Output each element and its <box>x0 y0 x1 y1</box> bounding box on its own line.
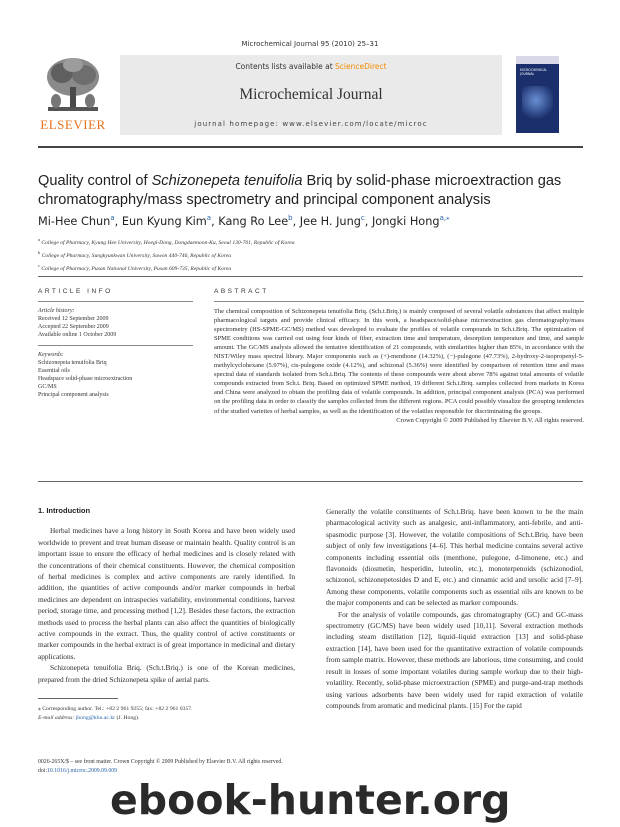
affiliation-marker: c <box>38 262 40 268</box>
affiliation-item <box>38 261 588 274</box>
corresponding-line: ⁎ Corresponding author. Tel.: +82 2 961 9255; fax: +82 2 961 0357. <box>38 706 193 712</box>
affiliation-text: College of Pharmacy, Pusan National University, Pusan 609-735, Republic of Korea <box>41 265 232 272</box>
abstract-panel <box>214 288 584 425</box>
journal-title: Microchemical Journal <box>239 86 383 103</box>
author-list <box>38 214 588 228</box>
journal-homepage[interactable]: journal homepage: www.elsevier.com/locate/microc <box>194 120 428 128</box>
author-separator: , <box>292 214 300 228</box>
article-info-panel <box>38 288 193 399</box>
keyword-item: Principal component analysis <box>38 392 109 398</box>
email-label: E-mail address: <box>38 714 76 721</box>
title-pre: Quality control of <box>38 173 152 189</box>
keyword-item: GC/MS <box>38 384 57 390</box>
body-paragraph: For the analysis of volatile compounds, gas chromatography (GC) and GC-mass spectrometry (GC/MS) have been widely used [10,11]. Several extraction methods including steam distillation [12], liquid–liquid extraction [13] and solid-phase extraction [14], have been used for the quantitative extraction of volatile compounds from sample matrix. However, these methods are laborious, time consuming, and could result in losses of some important volatiles during sample workup due to their high-volatility. Recently, solid-phase microextraction (SPME) and purge-and-trap methods using various adsorbents have been widely used for rapid extraction of volatile compounds from aromatic and medicinal plants. [15] For the rapid <box>326 609 583 710</box>
author-affiliation-marker[interactable]: c <box>360 214 365 222</box>
issn-line: 0026-265X/$ – see front matter. Crown Copyright © 2009 Published by Elsevier B.V. All rights reserved. <box>38 759 283 765</box>
sciencedirect-link[interactable]: ScienceDirect <box>335 62 387 71</box>
author-name[interactable]: Eun Kyung Kim <box>121 214 207 228</box>
author-name[interactable]: Jee H. Jung <box>299 214 361 228</box>
journal-cover-thumbnail[interactable] <box>516 56 559 133</box>
title-post: Briq by solid-phase microextraction gas chromatography/mass spectrometry and principal component analysis <box>38 173 562 208</box>
keywords-label: Keywords: <box>38 352 64 358</box>
author-name[interactable]: Kang Ro Lee <box>218 214 289 228</box>
contents-prefix: Contents lists available at <box>235 62 336 71</box>
affiliation-item <box>38 248 588 261</box>
abstract-heading: ABSTRACT <box>214 288 584 302</box>
keyword-item: Schizonepeta tenuifolia Briq <box>38 360 107 366</box>
affiliation-text: College of Pharmacy, Sungkyunkwan University, Suwon 440-746, Republic of Korea <box>41 252 231 259</box>
author-affiliation-marker[interactable]: b <box>288 214 293 222</box>
body-paragraph: Herbal medicines have a long history in South Korea and have been widely used worldwide to prevent and treat human disease or maintain health. Quality control is an important issue to ensure the efficacy of herbal medicines and is closely related with the concentrations of their chemical constituents. However, the chemical composition of herbal medicines is complex and active components are rarely identified. In addition, the quantities of active compounds and/or marker compounds in herbal medicines are dependent on intraspecies variability, environmental conditions, harvest period, storage time, and processing method [1,2]. Besides these factors, the extraction methods used to process the herbal plants can also affect the quantities of biologically active compounds in the extract. Thus, the quality control of active constituents or marker compounds in the herbal extract is of great importance in medicinal and dietary applications. <box>38 526 295 661</box>
history-label: Article history: <box>38 308 75 314</box>
elsevier-logo[interactable] <box>38 55 108 135</box>
history-accepted: Accepted 22 September 2009 <box>38 324 109 330</box>
author-affiliation-marker[interactable]: a <box>110 214 115 222</box>
author-separator: , <box>211 214 219 228</box>
abstract-divider <box>38 481 583 482</box>
body-column-right <box>326 506 583 711</box>
article-history <box>38 307 193 339</box>
body-column-left <box>38 505 295 685</box>
history-online: Available online 1 October 2009 <box>38 332 117 338</box>
corresponding-author-footnote <box>38 698 295 722</box>
author-affiliation-marker[interactable]: a,⁎ <box>439 214 450 222</box>
body-paragraph: Schizonepeta tenuifolia Briq. (Sch.t.Briq.) is one of the Korean medicines, prepared from the dried Schizonepeta spike of aerial parts. <box>38 663 295 684</box>
author-affiliation-marker[interactable]: a <box>206 214 212 222</box>
email-line <box>38 714 295 723</box>
keyword-item: Essential oils <box>38 368 70 374</box>
cover-title: MICROCHEMICAL JOURNAL <box>520 68 548 76</box>
author-name[interactable]: Mi-Hee Chun <box>38 214 111 228</box>
doi-link[interactable]: 10.1016/j.microc.2009.09.009 <box>47 767 118 774</box>
affiliation-marker: a <box>38 237 40 242</box>
keywords <box>38 351 193 399</box>
doi-line <box>38 767 438 776</box>
watermark: ebook-hunter.org <box>110 776 511 824</box>
author-separator: , <box>364 214 372 228</box>
keywords-divider <box>38 345 193 346</box>
affiliation-item <box>38 235 588 248</box>
elsevier-wordmark: ELSEVIER <box>40 117 106 132</box>
email-link[interactable]: jhong@khu.ac.kr <box>75 714 116 721</box>
journal-masthead <box>38 55 583 138</box>
section-heading: 1. Introduction <box>38 506 91 515</box>
title-species: Schizonepeta tenuifolia <box>151 173 303 189</box>
article-info-heading: ARTICLE INFO <box>38 288 193 302</box>
abstract-copyright: Crown Copyright © 2009 Published by Elsevier B.V. All rights reserved. <box>396 416 584 424</box>
article-identifiers <box>38 758 438 775</box>
history-received: Received 12 September 2009 <box>38 316 109 322</box>
keyword-item: Headspace solid-phase microextraction <box>38 376 133 382</box>
journal-reference: Microchemical Journal 95 (2010) 25–31 <box>241 40 379 48</box>
affiliation-list <box>38 235 588 274</box>
elsevier-tree-icon <box>42 55 104 115</box>
contents-available-line <box>120 62 502 71</box>
abstract-text: The chemical composition of Schizonepeta tenuifolia Briq. (Sch.t.Briq.) is mainly composed of several volatile substances that affect multiple pharmacological targets and provide clinical efficacy. In this work, a headspace/solid-phase microextraction gas chromatography/mass spectrometry (HS-SPME-GC/MS) method was developed to evaluate the profiles of volatile compounds in Sch.t.Briq. The optimization of SPME conditions was carried out using four kinds of fiber, extraction time and temperature, desorption temperature and time, and sample amount. The GC/MS analysis allowed the tentative identification of 21 compounds, with similarities higher than 85%, in accordance with the NIST/Wiley mass spectral library. Major components such as (+)-menthone (14.32%), (−)-pulegone (47.73%), 2-hydroxy-2-isopropenyl-5-methylcyclohexane (5.97%), cis-pulegone oxide (4.12%), and schizonal (5.36%) were identified by comparison of retention time and mass spectral data of standards isolated from Sch.t.Briq. The contents of these compounds were about above 78% against total amounts of volatile compounds extracted from Sch.t. Briq. Based on optimized SPME method, 19 different Sch.t.Briq. samples collected from markets in Korea and China were analyzed to obtain the profiling data of volatile compounds. In addition, principal component analysis (PCA) was performed on the profiling data in order to classify the samples collected from the different regions. PCA could possibly visualize the grouping tendencies of the studied varieties of herbal samples, as well as the identification of the volatiles responsible for discriminating the groups. <box>214 308 584 415</box>
masthead-divider <box>38 146 583 148</box>
author-separator: , <box>114 214 122 228</box>
affiliation-text: College of Pharmacy, Kyung Hee University, Hoegi-Dong, Dongdaemoon-Ku, Seoul 130-701, Republic of Korea <box>41 239 295 246</box>
article-title <box>38 172 588 210</box>
info-divider <box>38 276 583 277</box>
footnote-rule <box>38 698 118 699</box>
cover-artwork <box>522 86 553 122</box>
masthead-banner <box>120 55 502 135</box>
affiliation-marker: b <box>38 249 41 255</box>
body-paragraph: Generally the volatile constituents of Sch.t.Briq. have been known to be the main pharmacological activity such as analgesic, anti-inflammatory, anti-febrile, and anti-spasmodic purpose [3]. However, the volatile compositions of Sch.t.Briq. have been subject of only few investigations [4–6]. This herbal medicine contains several active components including essential oils (menthone, pulegone, d-limonene, etc.) and flavonoids (diosmetin, hesperidin, luteolin, etc.), monoterpenoids (schizonodiol, schizonol, schizonepetosides D and E, etc.) and cinnamic acid and ursolic acid [7–9]. Among these components, volatile components such as essential oils are known to be the major components and can be selected as marker compounds. <box>326 507 583 608</box>
cover-band <box>516 56 559 64</box>
doi-label: doi: <box>38 767 48 774</box>
author-name[interactable]: Jongki Hong <box>371 214 440 228</box>
email-suffix: (J. Hong). <box>115 714 140 721</box>
